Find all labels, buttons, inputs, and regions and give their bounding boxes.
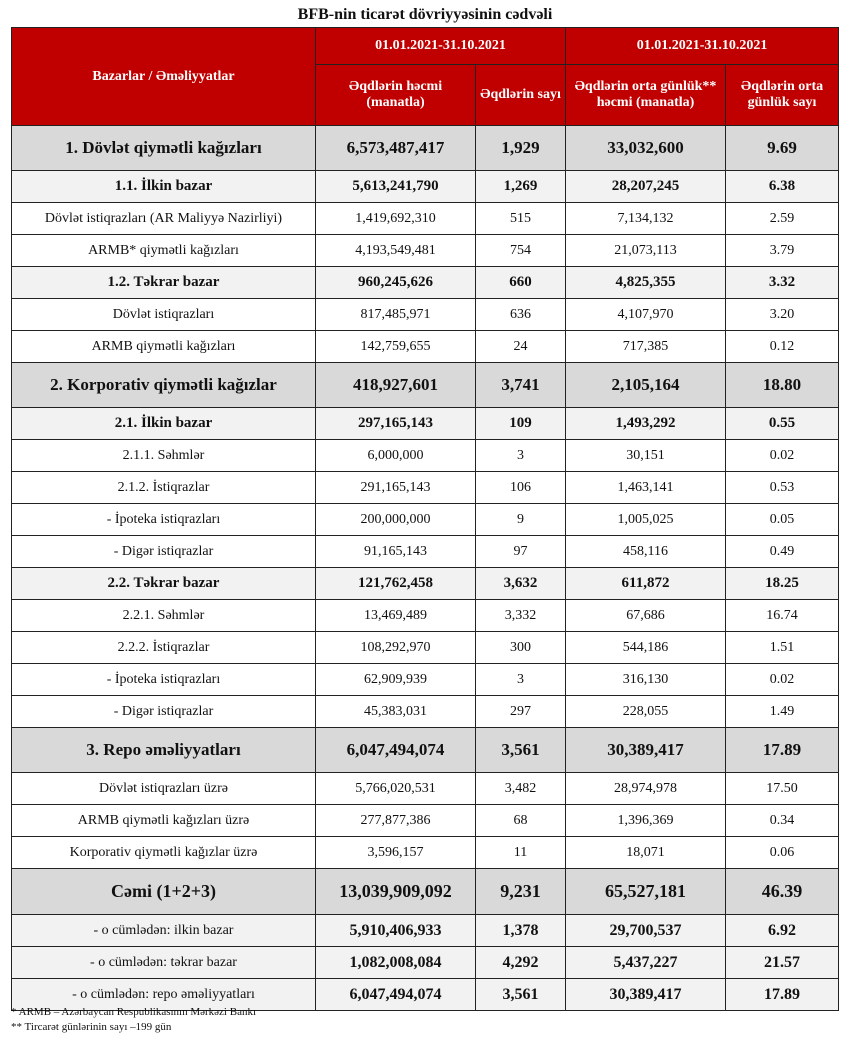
cell-daily-volume: 29,700,537 — [566, 915, 726, 947]
table-row — [12, 728, 839, 773]
cell-volume: 62,909,939 — [316, 664, 476, 696]
cell-daily-count: 0.55 — [726, 408, 839, 440]
cell-count: 3,332 — [476, 600, 566, 632]
cell-daily-volume: 67,686 — [566, 600, 726, 632]
cell-daily-count: 6.92 — [726, 915, 839, 947]
cell-count: 636 — [476, 299, 566, 331]
cell-daily-volume: 21,073,113 — [566, 235, 726, 267]
table-title: BFB-nin ticarət dövriyyəsinin cədvəli — [297, 6, 553, 23]
cell-daily-count: 46.39 — [726, 869, 839, 915]
cell-count: 3 — [476, 440, 566, 472]
cell-count: 3,561 — [476, 979, 566, 1011]
cell-daily-volume: 7,134,132 — [566, 203, 726, 235]
cell-volume: 13,039,909,092 — [316, 869, 476, 915]
cell-volume: 6,573,487,417 — [316, 126, 476, 171]
cell-count: 3,741 — [476, 363, 566, 408]
cell-daily-count: 21.57 — [726, 947, 839, 979]
table-row — [12, 947, 839, 979]
row-label: Korporativ qiymətli kağızlar üzrə — [12, 837, 316, 869]
cell-volume: 91,165,143 — [316, 536, 476, 568]
cell-volume: 108,292,970 — [316, 632, 476, 664]
cell-count: 297 — [476, 696, 566, 728]
row-label: 1. Dövlət qiymətli kağızları — [12, 126, 316, 171]
cell-volume: 6,000,000 — [316, 440, 476, 472]
row-label: ARMB* qiymətli kağızları — [12, 235, 316, 267]
cell-daily-count: 0.02 — [726, 440, 839, 472]
row-label: 2.2.1. Səhmlər — [12, 600, 316, 632]
cell-daily-volume: 544,186 — [566, 632, 726, 664]
table-row — [12, 299, 839, 331]
cell-count: 3 — [476, 664, 566, 696]
cell-volume: 1,419,692,310 — [316, 203, 476, 235]
table-row — [12, 440, 839, 472]
table-row — [12, 696, 839, 728]
cell-daily-count: 6.38 — [726, 171, 839, 203]
cell-daily-count: 17.89 — [726, 728, 839, 773]
cell-daily-count: 18.80 — [726, 363, 839, 408]
cell-count: 3,561 — [476, 728, 566, 773]
cell-daily-volume: 1,493,292 — [566, 408, 726, 440]
cell-daily-volume: 1,005,025 — [566, 504, 726, 536]
row-label: 2. Korporativ qiymətli kağızlar — [12, 363, 316, 408]
cell-daily-count: 17.89 — [726, 979, 839, 1011]
cell-daily-volume: 18,071 — [566, 837, 726, 869]
cell-daily-count: 17.50 — [726, 773, 839, 805]
cell-volume: 291,165,143 — [316, 472, 476, 504]
table-row — [12, 536, 839, 568]
cell-count: 97 — [476, 536, 566, 568]
cell-daily-volume: 65,527,181 — [566, 869, 726, 915]
header-count: Əqdlərin sayı — [476, 65, 566, 126]
cell-volume: 142,759,655 — [316, 331, 476, 363]
cell-count: 11 — [476, 837, 566, 869]
header-daily-volume: Əqdlərin orta günlük** həcmi (manatla) — [566, 65, 726, 126]
cell-volume: 817,485,971 — [316, 299, 476, 331]
cell-daily-volume: 30,389,417 — [566, 728, 726, 773]
table-row — [12, 408, 839, 440]
row-label: Dövlət istiqrazları üzrə — [12, 773, 316, 805]
cell-volume: 1,082,008,084 — [316, 947, 476, 979]
cell-daily-count: 0.12 — [726, 331, 839, 363]
footnote-armb: * ARMB – Azərbaycan Respublikasının Mərkəzi Bankı — [11, 1006, 257, 1018]
cell-count: 515 — [476, 203, 566, 235]
table-row — [12, 568, 839, 600]
table-row — [12, 600, 839, 632]
cell-count: 24 — [476, 331, 566, 363]
header-period-2: 01.01.2021-31.10.2021 — [566, 28, 839, 65]
footnote-trading-days: ** Tircarət günlərinin sayı –199 gün — [11, 1021, 172, 1033]
cell-volume: 3,596,157 — [316, 837, 476, 869]
cell-count: 4,292 — [476, 947, 566, 979]
header-volume: Əqdlərin həcmi (manatla) — [316, 65, 476, 126]
cell-daily-volume: 316,130 — [566, 664, 726, 696]
row-label: - Digər istiqrazlar — [12, 696, 316, 728]
cell-volume: 418,927,601 — [316, 363, 476, 408]
cell-daily-count: 0.53 — [726, 472, 839, 504]
cell-volume: 6,047,494,074 — [316, 979, 476, 1011]
row-label: 2.1.1. Səhmlər — [12, 440, 316, 472]
cell-volume: 960,245,626 — [316, 267, 476, 299]
cell-daily-volume: 28,974,978 — [566, 773, 726, 805]
cell-daily-volume: 458,116 — [566, 536, 726, 568]
cell-daily-count: 0.34 — [726, 805, 839, 837]
cell-volume: 45,383,031 — [316, 696, 476, 728]
cell-volume: 121,762,458 — [316, 568, 476, 600]
cell-daily-count: 3.79 — [726, 235, 839, 267]
turnover-table — [11, 27, 839, 1011]
cell-daily-volume: 30,389,417 — [566, 979, 726, 1011]
cell-count: 1,269 — [476, 171, 566, 203]
cell-daily-volume: 28,207,245 — [566, 171, 726, 203]
table-row — [12, 267, 839, 299]
table-row — [12, 915, 839, 947]
row-label: - o cümlədən: repo əməliyyatları — [12, 979, 316, 1011]
table-row — [12, 171, 839, 203]
cell-daily-count: 3.20 — [726, 299, 839, 331]
cell-volume: 5,910,406,933 — [316, 915, 476, 947]
cell-count: 3,632 — [476, 568, 566, 600]
cell-daily-count: 16.74 — [726, 600, 839, 632]
cell-daily-volume: 4,107,970 — [566, 299, 726, 331]
header-daily-count: Əqdlərin orta günlük sayı — [726, 65, 839, 126]
table-row — [12, 664, 839, 696]
cell-volume: 277,877,386 — [316, 805, 476, 837]
cell-count: 300 — [476, 632, 566, 664]
cell-daily-volume: 1,463,141 — [566, 472, 726, 504]
cell-count: 754 — [476, 235, 566, 267]
row-label: Dövlət istiqrazları (AR Maliyyə Nazirliyi) — [12, 203, 316, 235]
cell-volume: 13,469,489 — [316, 600, 476, 632]
row-label: ARMB qiymətli kağızları üzrə — [12, 805, 316, 837]
cell-daily-count: 1.49 — [726, 696, 839, 728]
cell-daily-volume: 611,872 — [566, 568, 726, 600]
row-label: 2.1.2. İstiqrazlar — [12, 472, 316, 504]
cell-daily-volume: 4,825,355 — [566, 267, 726, 299]
table-row — [12, 632, 839, 664]
cell-daily-volume: 717,385 — [566, 331, 726, 363]
cell-daily-count: 9.69 — [726, 126, 839, 171]
cell-daily-count: 2.59 — [726, 203, 839, 235]
table-row — [12, 472, 839, 504]
row-label: 1.1. İlkin bazar — [12, 171, 316, 203]
cell-daily-count: 0.49 — [726, 536, 839, 568]
cell-count: 9 — [476, 504, 566, 536]
row-label: 2.1. İlkin bazar — [12, 408, 316, 440]
cell-count: 9,231 — [476, 869, 566, 915]
table-row — [12, 331, 839, 363]
row-label: 1.2. Təkrar bazar — [12, 267, 316, 299]
row-label: - İpoteka istiqrazları — [12, 664, 316, 696]
cell-daily-volume: 30,151 — [566, 440, 726, 472]
cell-volume: 5,613,241,790 — [316, 171, 476, 203]
cell-count: 68 — [476, 805, 566, 837]
cell-daily-count: 3.32 — [726, 267, 839, 299]
row-label: Dövlət istiqrazları — [12, 299, 316, 331]
cell-count: 106 — [476, 472, 566, 504]
row-label: 2.2.2. İstiqrazlar — [12, 632, 316, 664]
cell-count: 660 — [476, 267, 566, 299]
cell-volume: 297,165,143 — [316, 408, 476, 440]
row-label: - Digər istiqrazlar — [12, 536, 316, 568]
cell-count: 1,929 — [476, 126, 566, 171]
row-label: - o cümlədən: ilkin bazar — [12, 915, 316, 947]
table-row — [12, 773, 839, 805]
cell-daily-count: 1.51 — [726, 632, 839, 664]
row-label: ARMB qiymətli kağızları — [12, 331, 316, 363]
cell-count: 109 — [476, 408, 566, 440]
table-body — [12, 126, 839, 1011]
cell-daily-volume: 2,105,164 — [566, 363, 726, 408]
cell-daily-volume: 228,055 — [566, 696, 726, 728]
cell-daily-volume: 5,437,227 — [566, 947, 726, 979]
cell-daily-count: 0.06 — [726, 837, 839, 869]
cell-daily-volume: 1,396,369 — [566, 805, 726, 837]
row-label: - İpoteka istiqrazları — [12, 504, 316, 536]
cell-count: 3,482 — [476, 773, 566, 805]
table-row — [12, 869, 839, 915]
row-label: Cəmi (1+2+3) — [12, 869, 316, 915]
table-row — [12, 363, 839, 408]
row-label: - o cümlədən: təkrar bazar — [12, 947, 316, 979]
row-label: 2.2. Təkrar bazar — [12, 568, 316, 600]
cell-daily-count: 0.05 — [726, 504, 839, 536]
cell-volume: 200,000,000 — [316, 504, 476, 536]
cell-volume: 6,047,494,074 — [316, 728, 476, 773]
table-row — [12, 805, 839, 837]
table-row — [12, 126, 839, 171]
cell-daily-volume: 33,032,600 — [566, 126, 726, 171]
row-label: 3. Repo əməliyyatları — [12, 728, 316, 773]
cell-daily-count: 18.25 — [726, 568, 839, 600]
cell-count: 1,378 — [476, 915, 566, 947]
table-row — [12, 203, 839, 235]
cell-daily-count: 0.02 — [726, 664, 839, 696]
header-markets: Bazarlar / Əməliyyatlar — [12, 28, 316, 126]
cell-volume: 4,193,549,481 — [316, 235, 476, 267]
header-period-1: 01.01.2021-31.10.2021 — [316, 28, 566, 65]
table-row — [12, 837, 839, 869]
table-row — [12, 235, 839, 267]
cell-volume: 5,766,020,531 — [316, 773, 476, 805]
table-row — [12, 504, 839, 536]
